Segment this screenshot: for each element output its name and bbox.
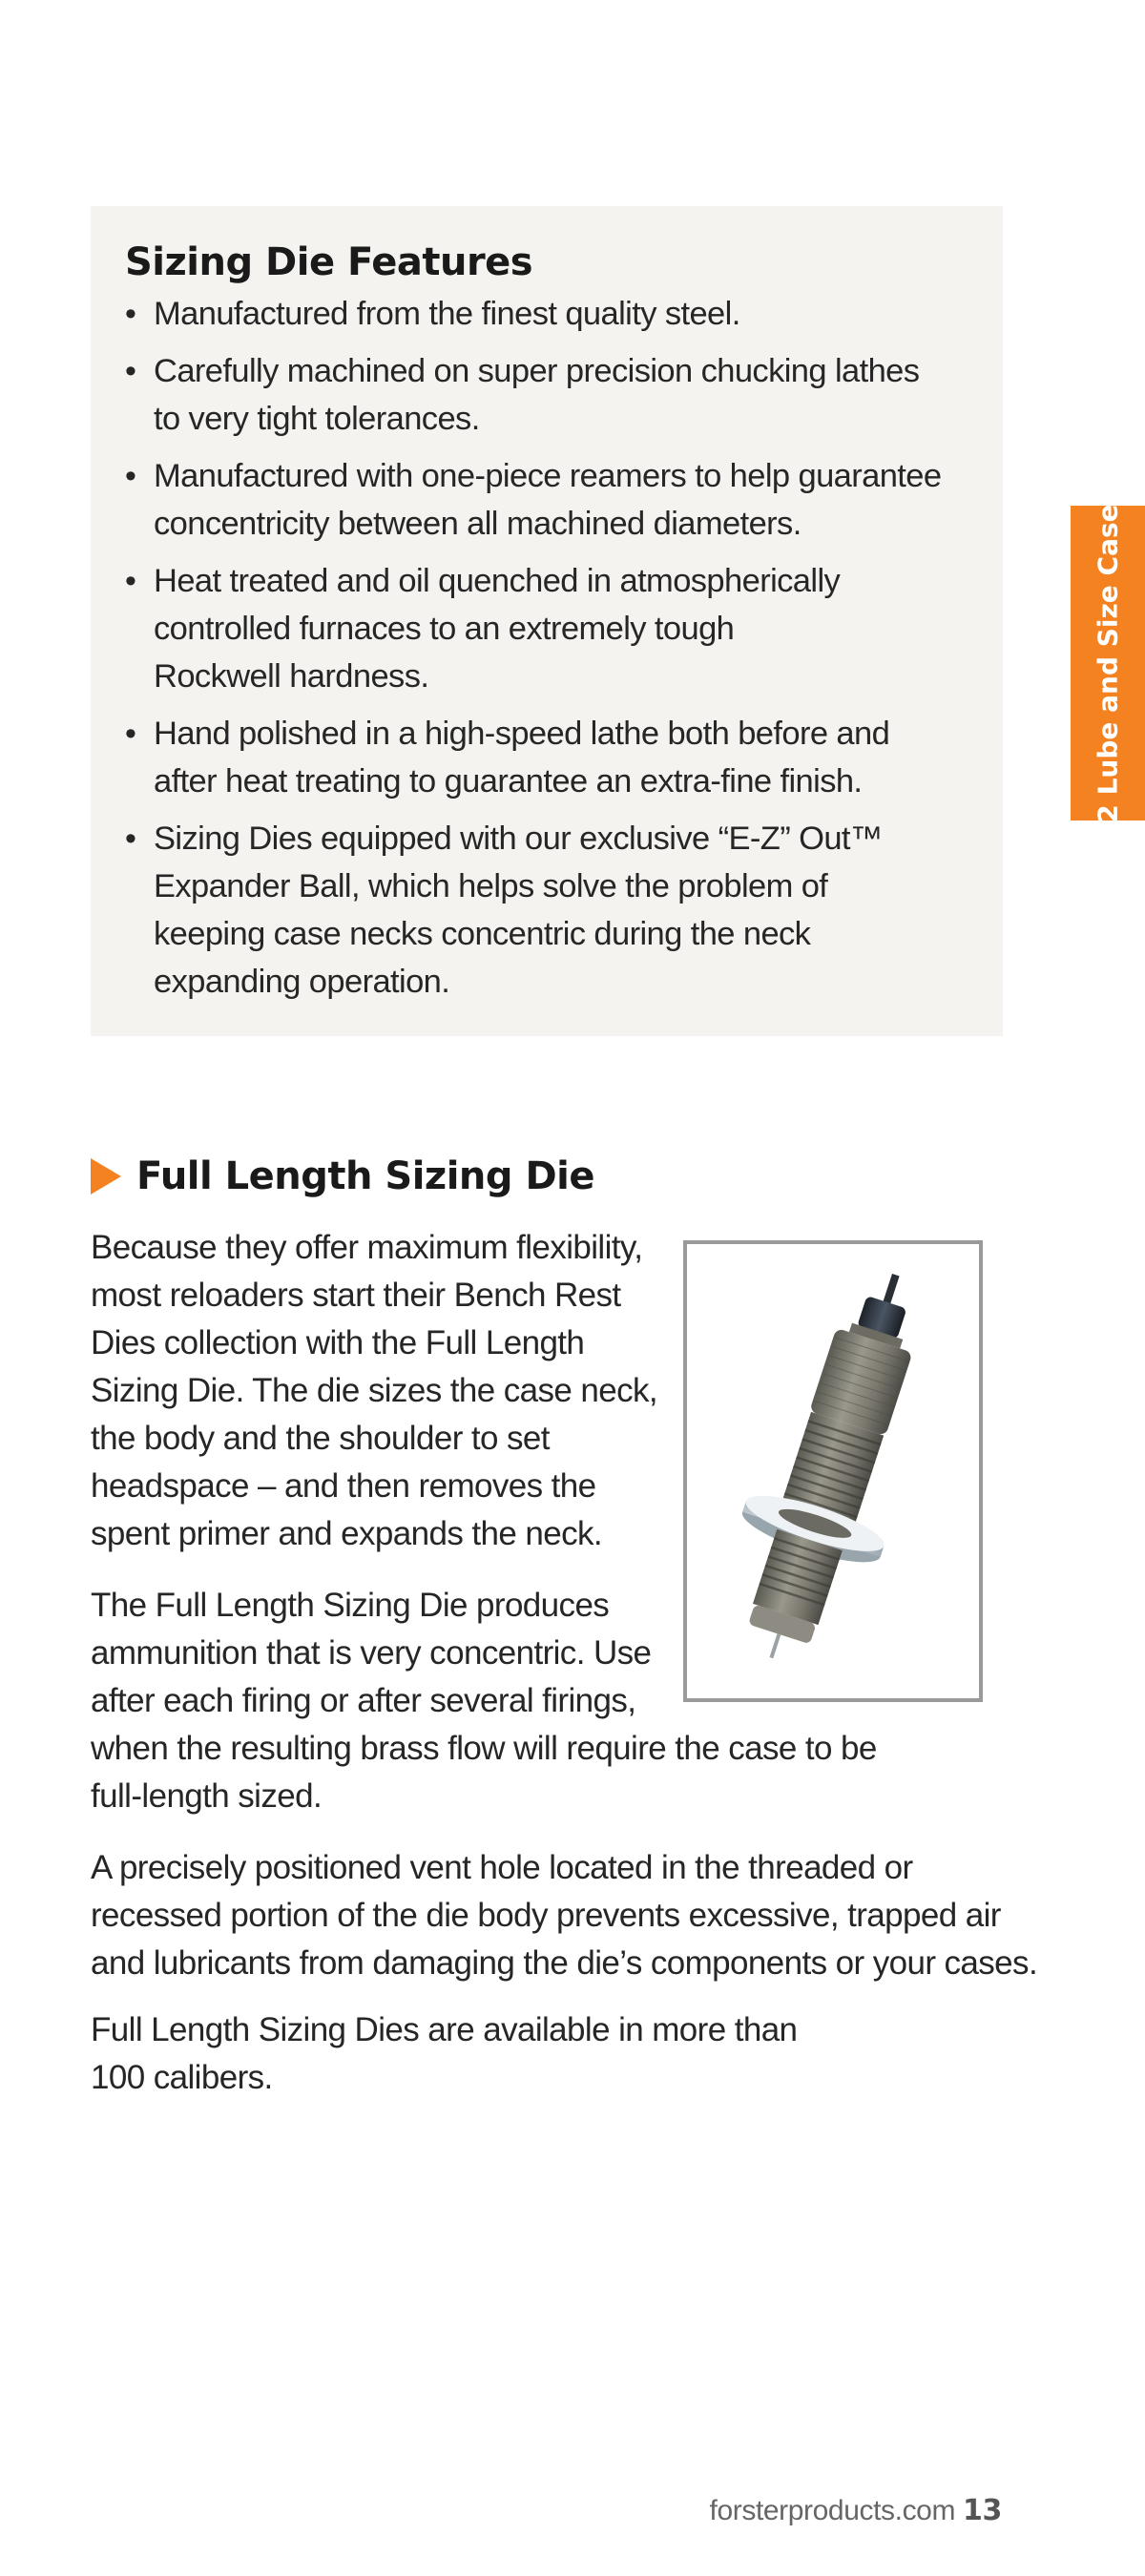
footer-site[interactable]: forsterproducts.com bbox=[709, 2495, 956, 2526]
sizing-die-image bbox=[687, 1244, 979, 1698]
list-item bbox=[125, 815, 968, 1006]
list-item-line: Manufactured with one-piece reamers to help guarantee bbox=[154, 458, 942, 494]
paragraph-line: when the resulting brass flow will require the case to be bbox=[91, 1730, 877, 1767]
list-item-line: Carefully machined on super precision chucking lathes bbox=[154, 353, 920, 389]
paragraph-line: the body and the shoulder to set bbox=[91, 1420, 550, 1457]
list-item bbox=[125, 557, 968, 700]
paragraph-line: headspace – and then removes the bbox=[91, 1467, 596, 1505]
section-side-tab[interactable] bbox=[1071, 503, 1145, 823]
list-item bbox=[125, 710, 968, 805]
features-title: Sizing Die Features bbox=[125, 240, 533, 284]
features-list bbox=[125, 290, 968, 1006]
section-title: Full Length Sizing Die bbox=[136, 1154, 594, 1198]
paragraph bbox=[91, 1224, 682, 1558]
paragraph-line: and lubricants from damaging the die’s components or your cases. bbox=[91, 1944, 1038, 1982]
list-item-line: Manufactured from the finest quality steel. bbox=[154, 296, 740, 332]
triangle-bullet-icon bbox=[91, 1158, 121, 1195]
paragraph bbox=[91, 1844, 1045, 1987]
paragraph-line: Full Length Sizing Dies are available in more than bbox=[91, 2011, 798, 2048]
paragraph-line: spent primer and expands the neck. bbox=[91, 1515, 603, 1552]
product-image-frame bbox=[683, 1240, 983, 1702]
list-item-line: Sizing Dies equipped with our exclusive “E-Z” Out™ bbox=[154, 821, 883, 857]
paragraph-line: 100 calibers. bbox=[91, 2059, 273, 2096]
section-heading bbox=[91, 1154, 594, 1198]
page-footer bbox=[710, 2494, 1002, 2527]
paragraph-line: Dies collection with the Full Length bbox=[91, 1324, 585, 1361]
list-item-line: after heat treating to guarantee an extra-fine finish. bbox=[154, 763, 863, 800]
features-box bbox=[91, 206, 1003, 1036]
bullet: • bbox=[125, 716, 136, 752]
list-item-line: expanding operation. bbox=[154, 964, 450, 1000]
bullet: • bbox=[125, 353, 136, 389]
list-item bbox=[125, 452, 968, 548]
list-item-line: Expander Ball, which helps solve the problem of bbox=[154, 868, 828, 904]
list-item-line: keeping case necks concentric during the neck bbox=[154, 916, 811, 952]
list-item bbox=[125, 347, 968, 443]
list-item-line: Rockwell hardness. bbox=[154, 658, 429, 695]
paragraph-line: most reloaders start their Bench Rest bbox=[91, 1277, 621, 1314]
bullet: • bbox=[125, 821, 136, 857]
list-item bbox=[125, 290, 968, 338]
bullet: • bbox=[125, 296, 136, 332]
paragraph-line: A precisely positioned vent hole located in the threaded or bbox=[91, 1849, 913, 1886]
page-number: 13 bbox=[963, 2494, 1002, 2527]
paragraph-line: after each firing or after several firings, bbox=[91, 1682, 636, 1719]
paragraph bbox=[91, 2006, 949, 2102]
paragraph-line: The Full Length Sizing Die produces bbox=[91, 1587, 610, 1624]
bullet: • bbox=[125, 563, 136, 599]
list-item-line: concentricity between all machined diameters. bbox=[154, 506, 802, 542]
paragraph-line: ammunition that is very concentric. Use bbox=[91, 1634, 652, 1672]
paragraph-line: recessed portion of the die body prevents excessive, trapped air bbox=[91, 1897, 1001, 1934]
paragraph-line: Because they offer maximum flexibility, bbox=[91, 1229, 643, 1266]
side-tab-label: 2 Lube and Size Case bbox=[1092, 503, 1124, 823]
paragraph-line: full-length sized. bbox=[91, 1777, 323, 1815]
list-item-line: controlled furnaces to an extremely tough bbox=[154, 611, 735, 647]
list-item-line: Hand polished in a high-speed lathe both before and bbox=[154, 716, 890, 752]
list-item-line: Heat treated and oil quenched in atmospherically bbox=[154, 563, 841, 599]
paragraph-line: Sizing Die. The die sizes the case neck, bbox=[91, 1372, 658, 1409]
bullet: • bbox=[125, 458, 136, 494]
list-item-line: to very tight tolerances. bbox=[154, 401, 480, 437]
